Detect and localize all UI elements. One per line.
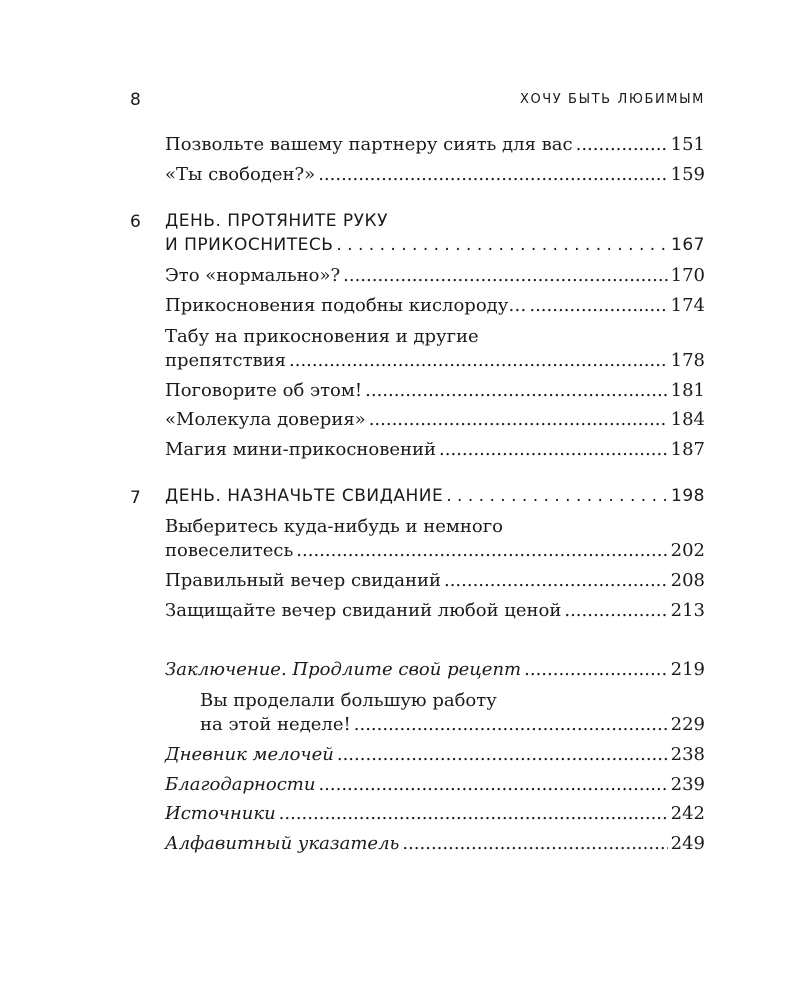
dot-leader	[343, 265, 668, 286]
chapter-title-entry[interactable]	[165, 486, 705, 514]
toc-entry-title: «Молекула доверия»	[165, 409, 366, 430]
toc-entry[interactable]	[165, 295, 705, 323]
dot-leader	[524, 659, 668, 680]
toc-entry[interactable]	[165, 659, 705, 687]
toc-entry-title: Заключение. Продлите свой рецепт	[165, 659, 522, 680]
toc-entry-title: Позвольте вашему партнеру сиять для вас	[165, 134, 573, 155]
chapter-title-line[interactable]: ДЕНЬ. ПРОТЯНИТЕ РУКУ	[165, 211, 388, 231]
toc-entry[interactable]	[165, 439, 705, 467]
toc-entry-page: 178	[670, 350, 705, 371]
page-number: 8	[130, 90, 142, 110]
toc-entry[interactable]	[165, 350, 705, 378]
toc-entry-title-line[interactable]: Табу на прикосновения и другие	[165, 326, 479, 347]
dot-leader	[318, 164, 667, 185]
toc-entry-page: 249	[670, 833, 705, 854]
toc-entry-title-line[interactable]: Вы проделали большую работу	[200, 690, 497, 711]
dot-leader	[354, 714, 668, 735]
dot-leader	[289, 350, 668, 371]
toc-entry-page: 202	[670, 540, 705, 561]
chapter-title-entry[interactable]	[165, 235, 705, 263]
toc-entry[interactable]	[165, 803, 705, 831]
toc-entry[interactable]	[165, 380, 705, 408]
toc-entry[interactable]	[165, 744, 705, 772]
toc-entry-page: 238	[670, 744, 705, 765]
toc-entry[interactable]	[165, 265, 705, 293]
toc-entry[interactable]	[165, 833, 705, 861]
toc-entry-title: Благодарности	[165, 774, 316, 795]
toc-entry[interactable]	[165, 570, 705, 598]
dot-leader	[365, 380, 668, 401]
toc-entry-page: 181	[670, 380, 705, 401]
chapter-page: 167	[671, 235, 705, 255]
dot-leader	[296, 540, 667, 561]
dot-leader	[337, 744, 668, 765]
dot-leader	[402, 833, 667, 854]
dot-leader	[439, 439, 668, 460]
dot-leader	[576, 134, 668, 155]
toc-entry-title-line[interactable]: Выберитесь куда-нибудь и немного	[165, 516, 504, 537]
toc-entry[interactable]	[165, 600, 705, 628]
toc-entry[interactable]	[165, 540, 705, 568]
dot-leader	[444, 570, 668, 591]
toc-entry[interactable]	[200, 714, 705, 742]
toc-entry-page: 229	[670, 714, 705, 735]
toc-entry-page: 184	[670, 409, 705, 430]
dot-leader	[446, 486, 668, 506]
toc-entry-page: 151	[670, 134, 705, 155]
chapter-page: 198	[671, 486, 705, 506]
dot-leader	[279, 803, 668, 824]
chapter-title-line: И ПРИКОСНИТЕСЬ	[165, 235, 334, 255]
toc-entry[interactable]	[165, 134, 705, 162]
toc-entry-page: 187	[670, 439, 705, 460]
toc-entry-title: Алфавитный указатель	[165, 833, 400, 854]
toc-entry-page: 208	[670, 570, 705, 591]
chapter-number: 6	[130, 212, 141, 232]
toc-entry-title: на этой неделе!	[200, 714, 351, 735]
toc-entry[interactable]	[165, 774, 705, 802]
toc-entry-title: Дневник мелочей	[165, 744, 334, 765]
toc-entry-title: повеселитесь	[165, 540, 294, 561]
toc-entry[interactable]	[165, 409, 705, 437]
toc-entry-page: 170	[670, 265, 705, 286]
toc-entry-page: 213	[670, 600, 705, 621]
toc-entry-title: Прикосновения подобны кислороду…	[165, 295, 527, 316]
toc-entry-title: Магия мини-прикосновений	[165, 439, 437, 460]
dot-leader	[318, 774, 667, 795]
toc-entry-title: Поговорите об этом!	[165, 380, 363, 401]
dot-leader	[369, 409, 668, 430]
chapter-number: 7	[130, 488, 141, 508]
toc-entry-page: 242	[670, 803, 705, 824]
dot-leader	[564, 600, 667, 621]
toc-entry-title: Правильный вечер свиданий	[165, 570, 441, 591]
toc-entry-page: 159	[670, 164, 705, 185]
toc-entry-page: 174	[670, 295, 705, 316]
toc-entry-title: Это «нормально»?	[165, 265, 341, 286]
toc-entry[interactable]	[165, 164, 705, 192]
toc-entry-page: 239	[670, 774, 705, 795]
toc-entry-page: 219	[670, 659, 705, 680]
chapter-title: ДЕНЬ. НАЗНАЧЬТЕ СВИДАНИЕ	[165, 486, 444, 506]
toc-entry-title: Источники	[165, 803, 276, 824]
book-title: ХОЧУ БЫТЬ ЛЮБИМЫМ	[519, 92, 705, 107]
toc-entry-title: «Ты свободен?»	[165, 164, 316, 185]
dot-leader	[336, 235, 668, 255]
dot-leader	[529, 295, 667, 316]
toc-entry-title: Защищайте вечер свиданий любой ценой	[165, 600, 562, 621]
toc-entry-title: препятствия	[165, 350, 287, 371]
